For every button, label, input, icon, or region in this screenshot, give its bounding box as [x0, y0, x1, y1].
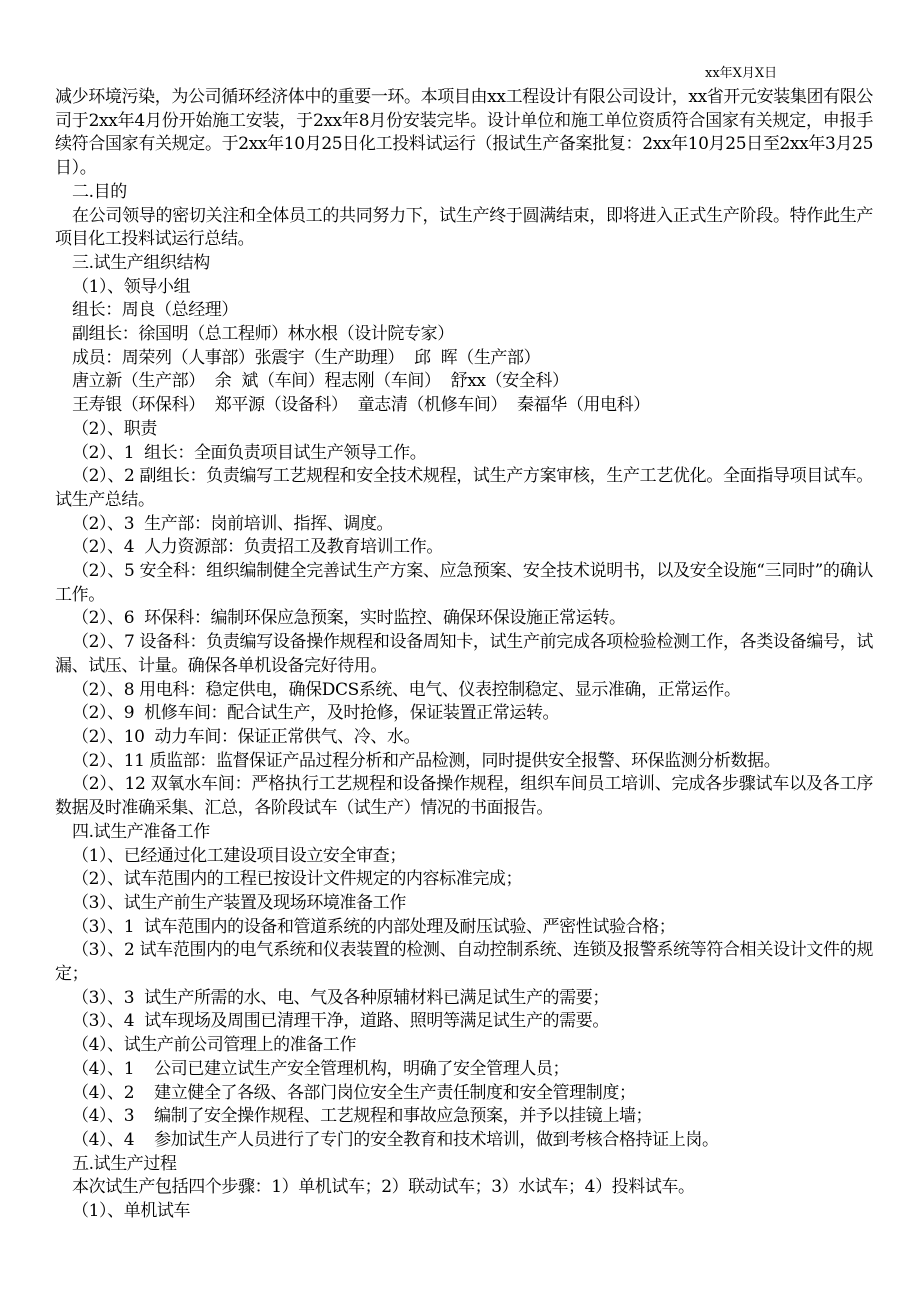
duty-item: （2）、11 质监部：监督保证产品过程分析和产品检测，同时提供安全报警、环保监测分析数据。 — [72, 750, 781, 771]
duty-item: （2）、7 设备科：负责编写设备操作规程和设备周知卡，试生产前完成各项检验检测工作，各类设备编号，试漏、试压、计量。确保各单机设备完好待用。 — [55, 632, 873, 676]
members-line-1: 成员：周荣列（人事部）张震宇（生产助理） 邱 晖（生产部） — [72, 347, 541, 368]
subheading-duties: （2）、职责 — [72, 418, 157, 439]
header-date: xx年X月X日 — [705, 66, 778, 81]
deputy-leader-line: 副组长：徐国明（总工程师）林水根（设计院专家） — [72, 324, 454, 345]
preparation-item: （1）、已经通过化工建设项目设立安全审查； — [72, 845, 406, 866]
duty-item: （2）、10 动力车间：保证正常供气、冷、水。 — [72, 726, 421, 747]
members-line-3: 王寿银（环保科） 郑平源（设备科） 童志清（机修车间） 秦福华（用电科） — [72, 395, 650, 416]
duty-item: （2）、12 双氧水车间：严格执行工艺规程和设备操作规程，组织车间员工培训、完成各步骤试车以及各工序数据及时准确采集、汇总，各阶段试车（试生产）情况的书面报告。 — [55, 774, 873, 819]
subheading-leadership-group: （1）、领导小组 — [72, 276, 191, 297]
duty-item: （2）、2 副组长：负责编写工艺规程和安全技术规程，试生产方案审核，生产工艺优化。全面指导项目试车。试生产总结。 — [55, 466, 873, 510]
preparation-item: （3）、2 试车范围内的电气系统和仪表装置的检测、自动控制系统、连锁及报警系统等符合相关设计文件的规定； — [55, 940, 873, 985]
duty-item: （2）、8 用电科：稳定供电，确保DCS系统、电气、仪表控制稳定、显示准确，正常运作。 — [72, 679, 741, 700]
section-heading-process: 五.试生产过程 — [72, 1153, 177, 1174]
preparation-item: （4）、3 编制了安全操作规程、工艺规程和事故应急预案，并予以挂镜上墙； — [72, 1106, 653, 1127]
preparation-item: （3）、4 试车现场及周围已清理干净，道路、照明等满足试生产的需要。 — [72, 1011, 609, 1032]
document-body — [55, 86, 873, 1224]
preparation-item: （4）、2 建立健全了各级、各部门岗位安全生产责任制度和安全管理制度； — [72, 1082, 636, 1103]
preparation-item: （3）、试生产前生产装置及现场环境准备工作 — [72, 892, 406, 913]
duty-item: （2）、4 人力资源部：负责招工及教育培训工作。 — [72, 537, 443, 558]
section-heading-purpose: 二.目的 — [72, 181, 127, 202]
section-heading-organization: 三.试生产组织结构 — [72, 252, 210, 273]
duty-item: （2）、3 生产部：岗前培训、指挥、调度。 — [72, 513, 394, 534]
members-line-2: 唐立新（生产部） 余 斌（车间）程志刚（车间） 舒xx（安全科） — [72, 371, 569, 392]
preparation-item: （2）、试车范围内的工程已按设计文件规定的内容标准完成； — [72, 869, 523, 890]
duty-item: （2）、5 安全科：组织编制健全完善试生产方案、应急预案、安全技术说明书，以及安全设施“三同时”的确认工作。 — [55, 561, 873, 605]
preparation-item: （4）、1 公司已建立试生产安全管理机构，明确了安全管理人员； — [72, 1058, 570, 1079]
duty-item: （2）、9 机修车间：配合试生产，及时抢修，保证装置正常运转。 — [72, 703, 560, 724]
subheading-single-machine-test: （1）、单机试车 — [72, 1201, 191, 1222]
purpose-paragraph: 在公司领导的密切关注和全体员工的共同努力下，试生产终于圆满结束，即将进入正式生产阶段。特作此生产项目化工投料试运行总结。 — [55, 205, 873, 250]
preparation-item: （4）、4 参加试生产人员进行了专门的安全教育和技术培训，做到考核合格持证上岗。 — [72, 1129, 719, 1150]
process-paragraph: 本次试生产包括四个步骤：1）单机试车；2）联动试车；3）水试车；4）投料试车。 — [72, 1177, 695, 1198]
duty-item: （2）、6 环保科：编制环保应急预案，实时监控、确保环保设施正常运转。 — [72, 608, 626, 629]
preparation-item: （4）、试生产前公司管理上的准备工作 — [72, 1035, 357, 1056]
preparation-item: （3）、3 试生产所需的水、电、气及各种原辅材料已满足试生产的需要； — [72, 987, 609, 1008]
intro-paragraph: 减少环境污染，为公司循环经济体中的重要一环。本项目由xx工程设计有限公司设计，xx省开元安装集团有限公司于2xx年4月份开始施工安装，于2xx年8月份安装完毕。设计单位和施工单位资质符合国家有关规定，申报手续符合国家有关规定。于2xx年10月25日化工投料试运行（报试生产备案批复：2xx年10月25日至2xx年3月25日）。 — [55, 87, 873, 179]
section-heading-preparation: 四.试生产准备工作 — [72, 821, 210, 842]
team-leader-line: 组长：周良（总经理） — [72, 300, 238, 321]
preparation-item: （3）、1 试车范围内的设备和管道系统的内部处理及耐压试验、严密性试验合格； — [72, 916, 676, 937]
duty-item: （2）、1 组长：全面负责项目试生产领导工作。 — [72, 442, 427, 463]
